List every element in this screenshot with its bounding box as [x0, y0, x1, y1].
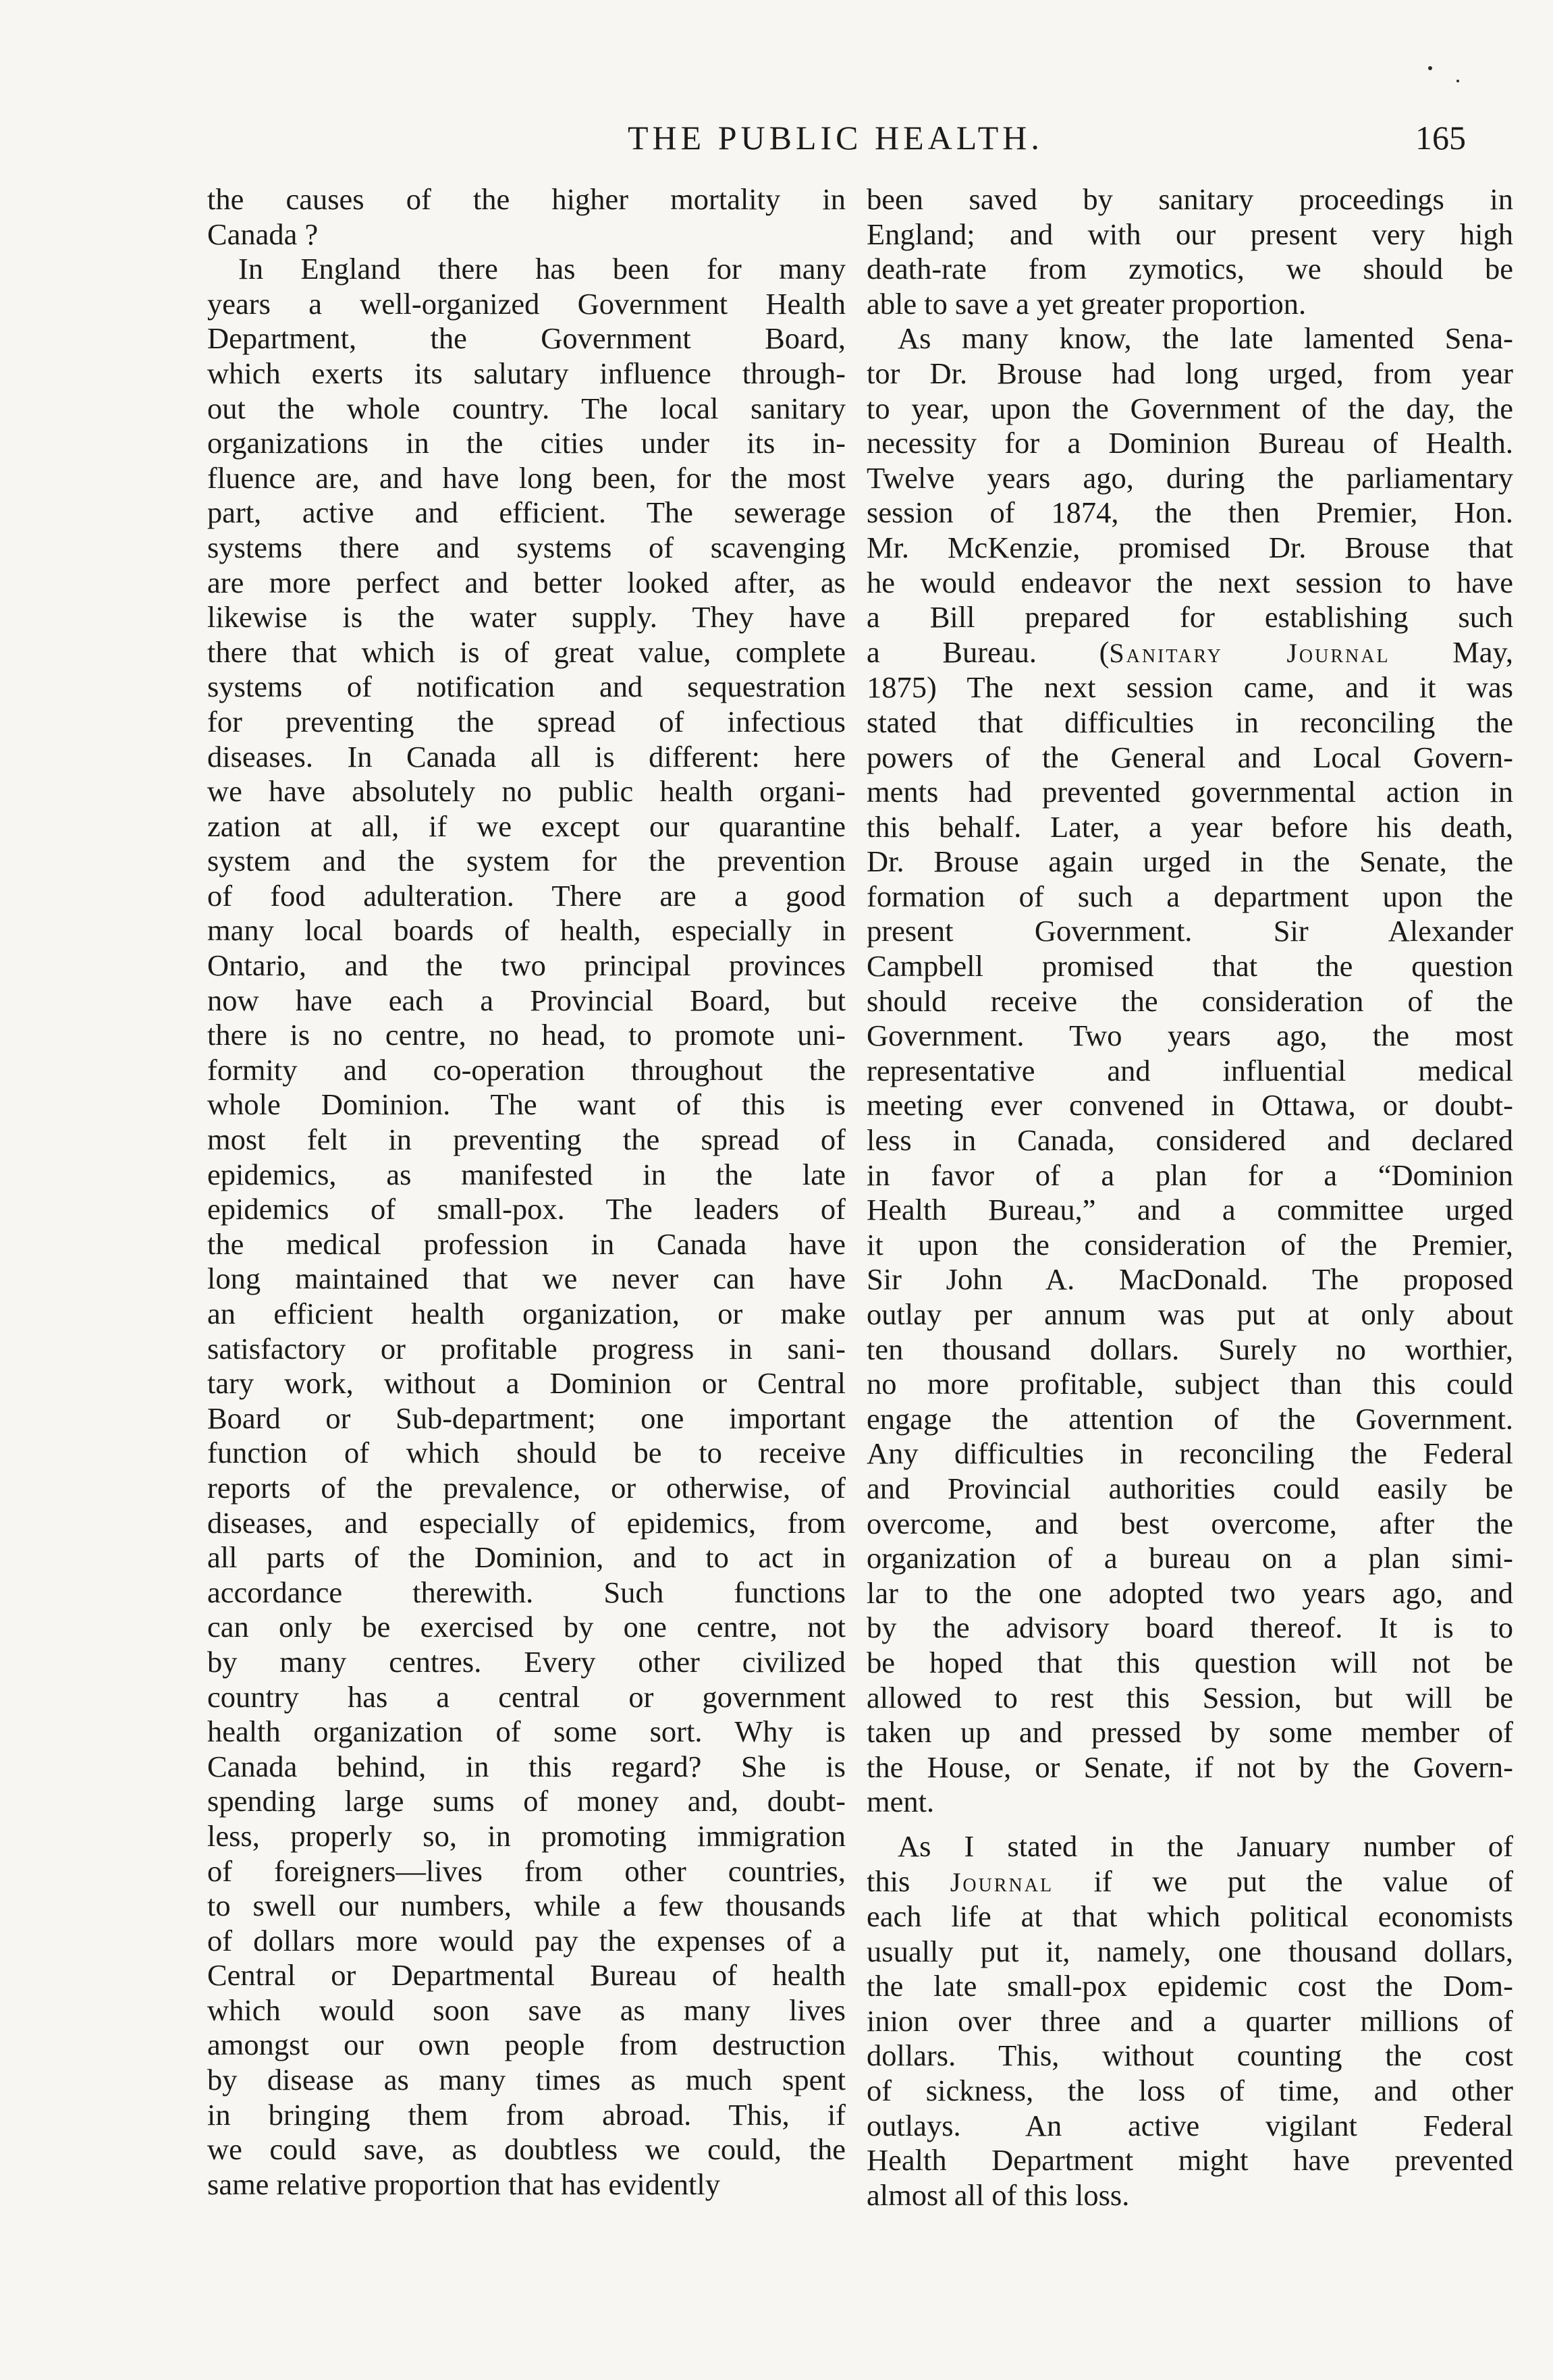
- text-line: Mr. McKenzie, promised Dr. Brouse that: [867, 530, 1513, 564]
- text-line: to year, upon the Government of the day, the: [867, 391, 1513, 425]
- text-line: been saved by sanitary proceedings in: [867, 182, 1513, 216]
- text-line: the late small-pox epidemic cost the Dom-: [867, 1969, 1513, 2003]
- text-line: organizations in the cities under its in-: [207, 426, 846, 460]
- text-line: which exerts its salutary influence through-: [207, 356, 846, 390]
- text-line: spending large sums of money and, doubt-: [207, 1784, 846, 1818]
- text-line: ments had prevented governmental action in: [867, 775, 1513, 809]
- text-line: 1875) The next session came, and it was: [867, 670, 1513, 705]
- text-line: we could save, as doubtless we could, the: [207, 2132, 846, 2167]
- text-line: and Provincial authorities could easily be: [867, 1471, 1513, 1505]
- text-line: less, properly so, in promoting immigration: [207, 1818, 846, 1853]
- text-line: are more perfect and better looked after, as: [207, 565, 846, 599]
- running-title: THE PUBLIC HEALTH.: [628, 119, 1043, 157]
- text-line: this behalf. Later, a year before his death,: [867, 809, 1513, 844]
- text-line: diseases, and especially of epidemics, from: [207, 1505, 846, 1540]
- text-line: out the whole country. The local sanitary: [207, 391, 846, 425]
- paragraph-start-line: As I stated in the January number of: [898, 1829, 1513, 1863]
- text-line: death-rate from zymotics, we should be: [867, 252, 1513, 286]
- text-line: Department, the Government Board,: [207, 321, 846, 356]
- text-line: systems of notification and sequestration: [207, 670, 846, 704]
- text-line: ment.: [867, 1785, 935, 1819]
- text-line: Canada behind, in this regard? She is: [207, 1749, 846, 1783]
- text-line: less in Canada, considered and declared: [867, 1123, 1513, 1158]
- text-line: powers of the General and Local Govern-: [867, 740, 1513, 774]
- text-line: now have each a Provincial Board, but: [207, 983, 846, 1017]
- text-line: outlay per annum was put at only about: [867, 1297, 1513, 1331]
- text-line: by many centres. Every other civilized: [207, 1644, 846, 1679]
- text-line: many local boards of health, especially in: [207, 913, 846, 948]
- text-line: diseases. In Canada all is different: here: [207, 739, 846, 774]
- text-line: satisfactory or profitable progress in sani-: [207, 1331, 846, 1365]
- text-line: an efficient health organization, or make: [207, 1297, 846, 1330]
- journal-name: Sanitary Journal: [1109, 637, 1390, 668]
- text-line: Dr. Brouse again urged in the Senate, the: [867, 844, 1513, 879]
- text-line: Campbell promised that the question: [867, 949, 1513, 983]
- ink-speck: [1428, 66, 1432, 70]
- text-line: a Bureau. (Sanitary Journal May,: [867, 634, 1513, 669]
- text-line: meeting ever convened in Ottawa, or doubt-: [867, 1088, 1513, 1123]
- text-line: fluence are, and have long been, for the most: [207, 460, 846, 495]
- text-line: long maintained that we never can have: [207, 1262, 846, 1296]
- text-line: whole Dominion. The want of this is: [207, 1087, 846, 1122]
- text-line: able to save a yet greater proportion.: [867, 286, 1307, 321]
- text-line: Twelve years ago, during the parliamentary: [867, 460, 1513, 495]
- running-head: [0, 118, 1553, 159]
- text-line: engage the attention of the Government.: [867, 1401, 1513, 1436]
- text-line: likewise is the water supply. They have: [207, 600, 846, 634]
- text-line: lar to the one adopted two years ago, and: [867, 1575, 1513, 1610]
- text-line: can only be exercised by one centre, not: [207, 1610, 846, 1644]
- text-line: the causes of the higher mortality in: [207, 182, 846, 216]
- text-line: same relative proportion that has evidently: [207, 2167, 720, 2201]
- text-line: country has a central or government: [207, 1679, 846, 1714]
- text-line: formity and co-operation throughout the: [207, 1052, 846, 1087]
- text-line: tor Dr. Brouse had long urged, from year: [867, 356, 1513, 390]
- text-line: Any difficulties in reconciling the Federal: [867, 1436, 1513, 1471]
- text-line: systems there and systems of scavenging: [207, 530, 846, 564]
- text-line: of dollars more would pay the expenses of a: [207, 1923, 846, 1957]
- text-line: be hoped that this question will not be: [867, 1645, 1513, 1679]
- text-line: no more profitable, subject than this could: [867, 1367, 1513, 1401]
- text-line: health organization of some sort. Why is: [207, 1714, 846, 1749]
- text-line: amongst our own people from destruction: [207, 2028, 846, 2062]
- text-line: England; and with our present very high: [867, 217, 1513, 251]
- text-line: usually put it, namely, one thousand dollars,: [867, 1934, 1513, 1968]
- text-line: necessity for a Dominion Bureau of Health.: [867, 426, 1513, 460]
- text-line: Canada ?: [207, 217, 319, 251]
- text-line: tary work, without a Dominion or Central: [207, 1366, 846, 1401]
- text-line: of sickness, the loss of time, and other: [867, 2074, 1513, 2108]
- text-line: organization of a bureau on a plan simi-: [867, 1541, 1513, 1575]
- text-line: formation of such a department upon the: [867, 879, 1513, 913]
- text-line: there that which is of great value, complete: [207, 634, 846, 669]
- text-line: inion over three and a quarter millions of: [867, 2003, 1513, 2038]
- text-line: part, active and efficient. The sewerage: [207, 495, 846, 530]
- text-line: a Bill prepared for establishing such: [867, 600, 1513, 634]
- text-line: there is no centre, no head, to promote uni-: [207, 1018, 846, 1052]
- text-line: we have absolutely no public health organi-: [207, 774, 846, 809]
- text-line: this Journal if we put the value of: [867, 1864, 1514, 1898]
- text-line: the House, or Senate, if not by the Govern-: [867, 1750, 1513, 1784]
- text-line: Government. Two years ago, the most: [867, 1019, 1513, 1053]
- text-line: Sir John A. MacDonald. The proposed: [867, 1262, 1513, 1297]
- text-line: almost all of this loss.: [867, 2178, 1130, 2212]
- text-line: epidemics, as manifested in the late: [207, 1157, 846, 1191]
- journal-word: Journal: [950, 1866, 1054, 1897]
- text-line: present Government. Sir Alexander: [867, 914, 1513, 948]
- text-line: Health Department might have prevented: [867, 2143, 1513, 2178]
- text-line: zation at all, if we except our quarantine: [207, 809, 846, 843]
- text-line: of foreigners—lives from other countries,: [207, 1854, 846, 1888]
- left-column: [207, 182, 846, 2202]
- text-line: taken up and pressed by some member of: [867, 1715, 1513, 1750]
- text-line: Health Bureau,” and a committee urged: [867, 1193, 1513, 1227]
- text-line: in bringing them from abroad. This, if: [207, 2097, 846, 2132]
- text-line: Board or Sub-department; one important: [207, 1401, 846, 1435]
- text-line: all parts of the Dominion, and to act in: [207, 1540, 846, 1575]
- text-line: allowed to rest this Session, but will be: [867, 1680, 1513, 1714]
- text-line: ten thousand dollars. Surely no worthier,: [867, 1332, 1513, 1366]
- text-line: system and the system for the prevention: [207, 844, 846, 878]
- text-line: it upon the consideration of the Premier,: [867, 1227, 1513, 1262]
- text-line: to swell our numbers, while a few thousands: [207, 1889, 846, 1923]
- text-line: each life at that which political economists: [867, 1899, 1513, 1934]
- text-line: by disease as many times as much spent: [207, 2063, 846, 2097]
- text-line: should receive the consideration of the: [867, 983, 1513, 1018]
- text-line: dollars. This, without counting the cost: [867, 2038, 1513, 2073]
- text-line: function of which should be to receive: [207, 1436, 846, 1470]
- text-line: As many know, the late lamented Sena-: [898, 321, 1513, 356]
- text-line: reports of the prevalence, or otherwise, of: [207, 1470, 846, 1505]
- text-line: which would soon save as many lives: [207, 1993, 846, 2027]
- text-line: overcome, and best overcome, after the: [867, 1506, 1513, 1540]
- text-line: years a well-organized Government Health: [207, 286, 846, 321]
- text-line: by the advisory board thereof. It is to: [867, 1611, 1513, 1645]
- text-line: representative and influential medical: [867, 1053, 1513, 1087]
- text-line: session of 1874, the then Premier, Hon.: [867, 495, 1513, 530]
- text-line: Central or Departmental Bureau of health: [207, 1958, 846, 1993]
- text-line: outlays. An active vigilant Federal: [867, 2108, 1513, 2142]
- page-number: 165: [1415, 119, 1466, 157]
- text-line: In England there has been for many: [238, 252, 846, 286]
- text-line: he would endeavor the next session to have: [867, 565, 1513, 599]
- text-line: epidemics of small-pox. The leaders of: [207, 1192, 846, 1226]
- text-line: in favor of a plan for a “Dominion: [867, 1158, 1513, 1192]
- text-line: accordance therewith. Such functions: [207, 1575, 846, 1609]
- text-line: stated that difficulties in reconciling the: [867, 705, 1513, 739]
- text-line: Ontario, and the two principal provinces: [207, 948, 846, 983]
- right-column: [867, 182, 1513, 2213]
- ink-speck: [1456, 80, 1459, 82]
- text-line: most felt in preventing the spread of: [207, 1123, 846, 1157]
- text-line: the medical profession in Canada have: [207, 1226, 846, 1261]
- text-line: for preventing the spread of infectious: [207, 704, 846, 738]
- text-line: of food adulteration. There are a good: [207, 878, 846, 913]
